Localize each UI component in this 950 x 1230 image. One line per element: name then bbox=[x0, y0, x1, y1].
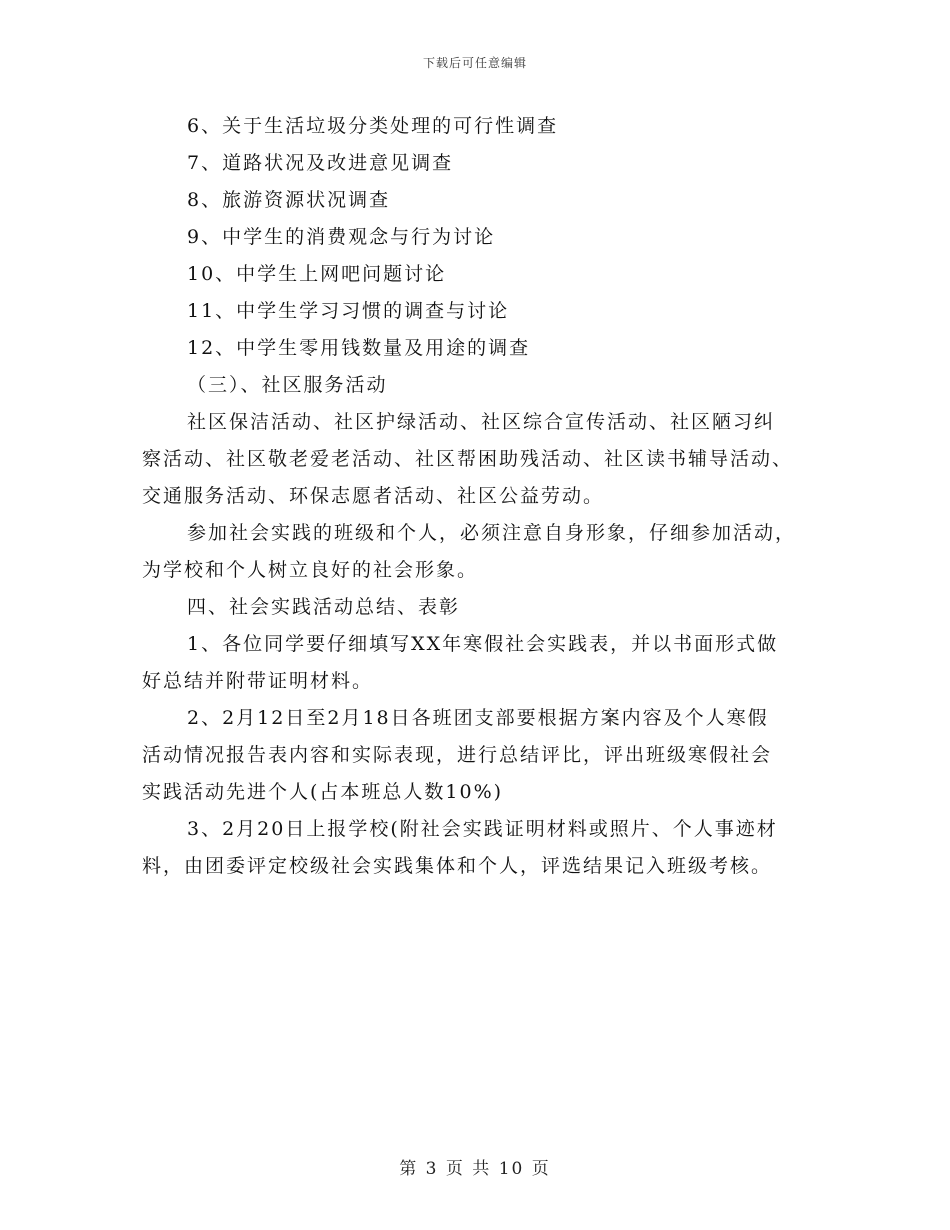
paragraph-line: 参加社会实践的班级和个人，必须注意自身形象，仔细参加活动， bbox=[187, 522, 797, 544]
paragraph-line: 实践活动先进个人(占本班总人数10%) bbox=[142, 781, 504, 803]
section-heading: （三）、社区服务活动 bbox=[187, 374, 388, 396]
list-item: 11、中学生学习习惯的调查与讨论 bbox=[187, 300, 510, 322]
paragraph-line: 活动情况报告表内容和实际表现，进行总结评比，评出班级寒假社会 bbox=[142, 744, 773, 766]
paragraph-line: 好总结并附带证明材料。 bbox=[142, 670, 374, 692]
list-item: 12、中学生零用钱数量及用途的调查 bbox=[187, 337, 531, 359]
document-body bbox=[142, 108, 808, 885]
list-item: 8、旅游资源状况调查 bbox=[187, 189, 391, 211]
page-header: 下载后可任意编辑 bbox=[422, 56, 527, 70]
paragraph-line: 社区保洁活动、社区护绿活动、社区综合宣传活动、社区陋习纠 bbox=[187, 411, 776, 433]
paragraph-line: 2、2月12日至2月18日各班团支部要根据方案内容及个人寒假 bbox=[187, 707, 769, 729]
paragraph-line: 为学校和个人树立良好的社会形象。 bbox=[142, 559, 479, 581]
list-item: 7、道路状况及改进意见调查 bbox=[187, 152, 454, 174]
paragraph-line: 料，由团委评定校级社会实践集体和个人，评选结果记入班级考核。 bbox=[142, 855, 773, 877]
paragraph-line: 交通服务活动、环保志愿者活动、社区公益劳动。 bbox=[142, 485, 605, 507]
paragraph-line: 1、各位同学要仔细填写XX年寒假社会实践表，并以书面形式做 bbox=[187, 633, 779, 655]
list-item: 10、中学生上网吧问题讨论 bbox=[187, 263, 447, 285]
paragraph-line: 察活动、社区敬老爱老活动、社区帮困助残活动、社区读书辅导活动、 bbox=[142, 448, 794, 470]
list-item: 6、关于生活垃圾分类处理的可行性调查 bbox=[187, 115, 559, 137]
list-item: 9、中学生的消费观念与行为讨论 bbox=[187, 226, 496, 248]
page-number: 第 3 页 共 10 页 bbox=[399, 1159, 551, 1179]
paragraph-line: 3、2月20日上报学校(附社会实践证明材料或照片、个人事迹材 bbox=[187, 818, 778, 840]
section-heading: 四、社会实践活动总结、表彰 bbox=[187, 596, 461, 618]
